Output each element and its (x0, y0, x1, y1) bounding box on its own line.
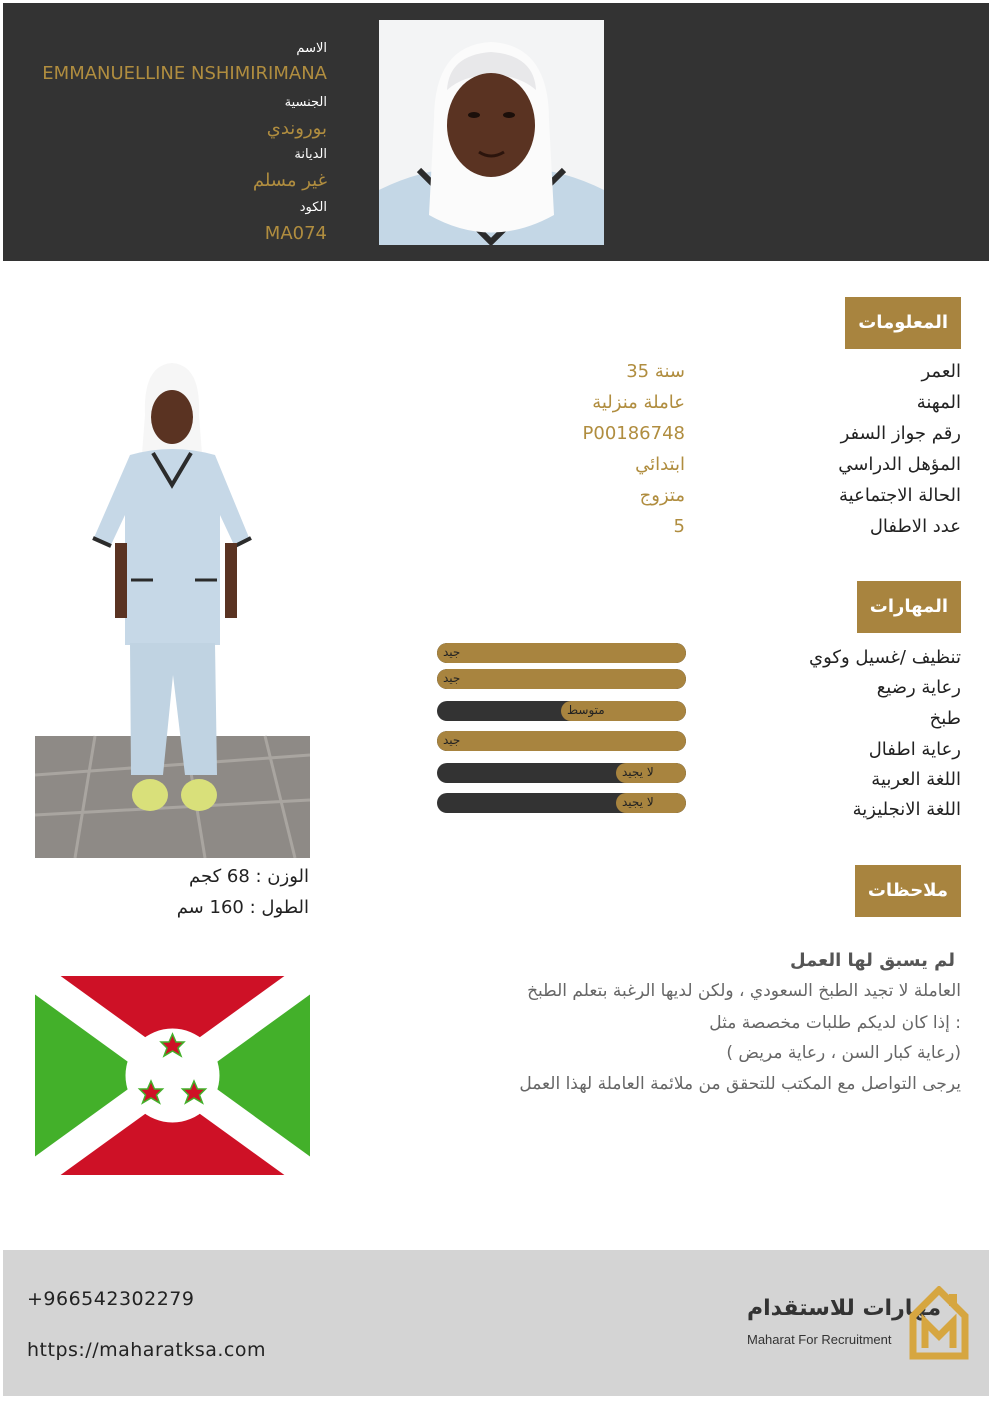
marital-status-label: الحالة الاجتماعية (839, 485, 961, 506)
logo-english-text: Maharat For Recruitment (747, 1332, 892, 1347)
profession-value: عاملة منزلية (592, 392, 685, 413)
notes-line: ( رعاية كبار السن ، رعاية مريض) (726, 1043, 961, 1063)
skill-label-cleaning: تنظيف /غسيل وكوي (809, 647, 961, 668)
height-text: الطول : 160 سم (176, 897, 309, 918)
logo-arabic-text: مهارات للاستقدام (747, 1296, 942, 1321)
skill-bar (437, 643, 686, 663)
skill-bar (437, 701, 686, 721)
skill-bar-fill (437, 731, 686, 751)
portrait-photo (379, 20, 604, 245)
religion-value: غير مسلم (252, 170, 327, 191)
code-value: MA074 (264, 223, 327, 244)
skill-bar-fill (437, 669, 686, 689)
skill-level-text: جيد (443, 733, 461, 747)
skill-label-infant-care: رعاية رضيع (876, 677, 961, 698)
children-value: 5 (673, 516, 685, 537)
notes-line: إذا كان لديكم طلبات مخصصة مثل : (709, 1013, 961, 1033)
name-label: الاسم (296, 41, 327, 56)
skill-level-text: لا يجيد (622, 795, 654, 809)
info-section-title: المعلومات (845, 297, 961, 349)
full-body-photo (35, 355, 310, 858)
skill-level-text: لا يجيد (622, 765, 654, 779)
skill-bar (437, 763, 686, 783)
passport-value: P00186748 (582, 423, 685, 444)
weight-text: الوزن : 68 كجم (189, 866, 309, 887)
notes-heading: لم يسبق لها العمل (790, 950, 955, 971)
skill-bar (437, 731, 686, 751)
skill-label-child-care: رعاية اطفال (868, 739, 961, 760)
nationality-label: الجنسية (284, 95, 327, 110)
website-link[interactable]: https://maharatksa.com (27, 1339, 267, 1361)
skill-level-text: جيد (443, 671, 461, 685)
skill-bar (437, 793, 686, 813)
marital-status-value: متزوج (639, 485, 685, 506)
notes-section-title: ملاحظات (855, 865, 961, 917)
children-label: عدد الاطفال (869, 516, 961, 537)
skill-level-text: متوسط (567, 703, 605, 717)
religion-label: الديانة (294, 147, 327, 162)
skills-section-title: المهارات (857, 581, 961, 633)
profession-label: المهنة (916, 392, 961, 413)
skill-bar (437, 669, 686, 689)
skill-label-arabic: اللغة العربية (871, 769, 961, 790)
education-label: المؤهل الدراسي (838, 454, 961, 475)
skill-label-cooking: طبخ (929, 708, 961, 729)
age-label: العمر (921, 361, 961, 382)
notes-line: العاملة لا تجيد الطبخ السعودي ، ولكن لديها الرغبة بتعلم الطبخ (527, 981, 961, 1001)
phone-number[interactable]: +966542302279 (27, 1288, 195, 1310)
notes-line: يرجى التواصل مع المكتب للتحقق من ملائمة العاملة لهذا العمل (519, 1074, 961, 1094)
skill-level-text: جيد (443, 645, 461, 659)
education-value: ابتدائي (635, 454, 685, 475)
burundi-flag-icon (35, 976, 310, 1175)
skill-bar-fill (437, 643, 686, 663)
name-value: EMMANUELLINE NSHIMIRIMANA (42, 63, 327, 84)
house-logo-icon (909, 1286, 969, 1360)
company-logo (743, 1286, 973, 1362)
passport-label: رقم جواز السفر (840, 423, 961, 444)
skill-label-english: اللغة الانجليزية (852, 799, 961, 820)
code-label: الكود (299, 200, 327, 215)
nationality-value: بوروندي (266, 118, 327, 139)
age-value: 35 سنة (626, 361, 685, 382)
footer (3, 1250, 989, 1396)
